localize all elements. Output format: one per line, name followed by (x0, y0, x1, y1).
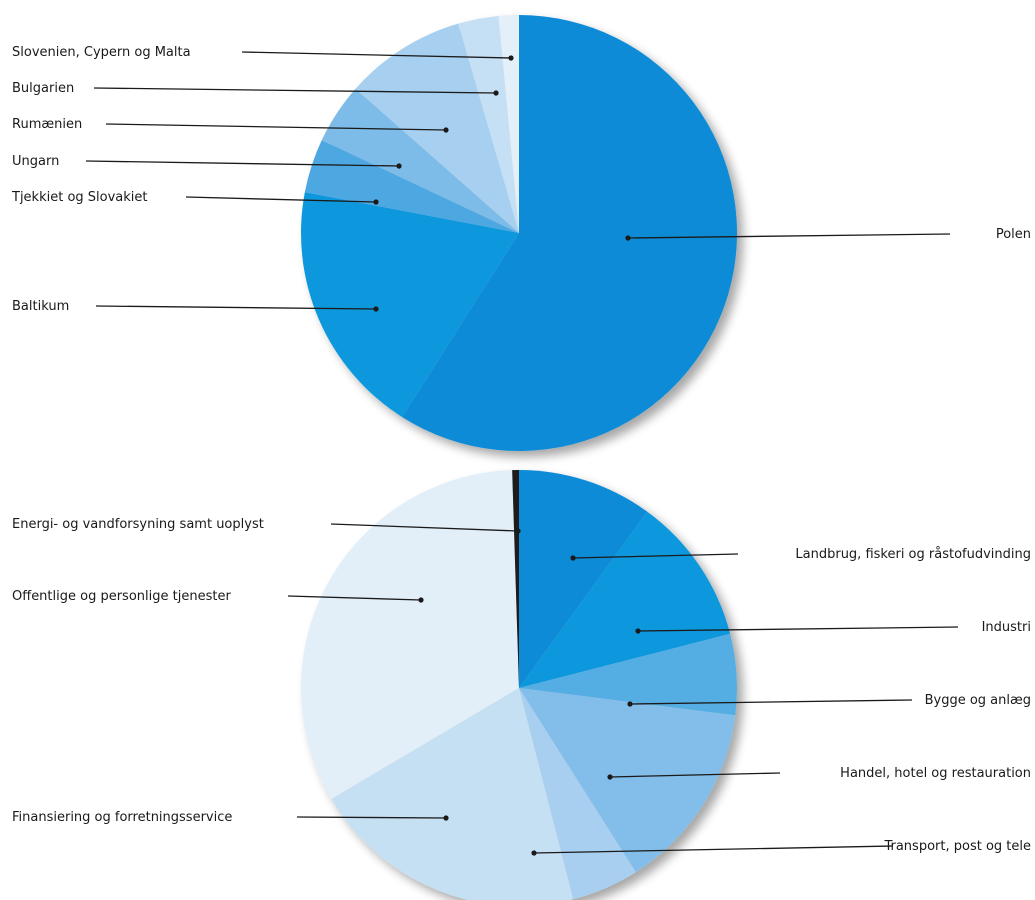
slice-rumaenien-leader-dot (443, 127, 448, 132)
pie-chart-countries (11, 15, 1031, 451)
pie-countries-slices (301, 15, 737, 451)
slice-bulgarien-label: Bulgarien (12, 81, 75, 96)
pie-sectors-slices (301, 470, 737, 900)
slice-energi-og-vandforsyning-samt-uoplyst-label: Energi- og vandforsyning samt uoplyst (12, 517, 264, 532)
slice-slovenien-cypern-og-malta-label: Slovenien, Cypern og Malta (12, 45, 191, 60)
slice-offentlige-og-personlige-tjenester-leader-dot (418, 597, 423, 602)
slice-handel-hotel-og-restauration-label: Handel, hotel og restauration (840, 766, 1031, 781)
slice-bygge-og-anlaeg-leader-dot (627, 701, 632, 706)
slice-ungarn-leader-dot (396, 163, 401, 168)
slice-handel-hotel-og-restauration-leader-dot (607, 774, 612, 779)
slice-industri-label: Industri (981, 620, 1031, 635)
slice-finansiering-og-forretningsservice-leader-dot (443, 815, 448, 820)
slice-transport-post-og-tele-label: Transport, post og tele (884, 839, 1031, 854)
slice-tjekkiet-og-slovakiet-label: Tjekkiet og Slovakiet (12, 190, 148, 205)
slice-polen-leader-dot (625, 235, 630, 240)
slice-landbrug-fiskeri-og-rastofudvinding-label: Landbrug, fiskeri og råstofudvinding (795, 547, 1031, 562)
slice-ungarn-label: Ungarn (12, 154, 60, 169)
slice-finansiering-og-forretningsservice-label: Finansiering og forretningsservice (12, 810, 233, 825)
slice-baltikum-label: Baltikum (12, 299, 70, 314)
slice-transport-post-og-tele-leader-dot (531, 850, 536, 855)
slice-rumaenien-label: Rumænien (12, 117, 83, 132)
slice-industri-leader-dot (635, 628, 640, 633)
slice-polen-label: Polen (995, 227, 1031, 242)
slice-tjekkiet-og-slovakiet-leader-dot (373, 199, 378, 204)
slice-offentlige-og-personlige-tjenester-label: Offentlige og personlige tjenester (12, 589, 231, 604)
slice-bygge-og-anlaeg-label: Bygge og anlæg (924, 693, 1031, 708)
slice-landbrug-fiskeri-og-rastofudvinding-leader-dot (570, 555, 575, 560)
pie-chart-sectors (12, 470, 1031, 900)
slice-slovenien-cypern-og-malta-leader-dot (508, 55, 513, 60)
slice-energi-og-vandforsyning-samt-uoplyst-leader-dot (515, 528, 520, 533)
slice-bulgarien-leader-dot (493, 90, 498, 95)
slice-baltikum-leader-dot (373, 306, 378, 311)
